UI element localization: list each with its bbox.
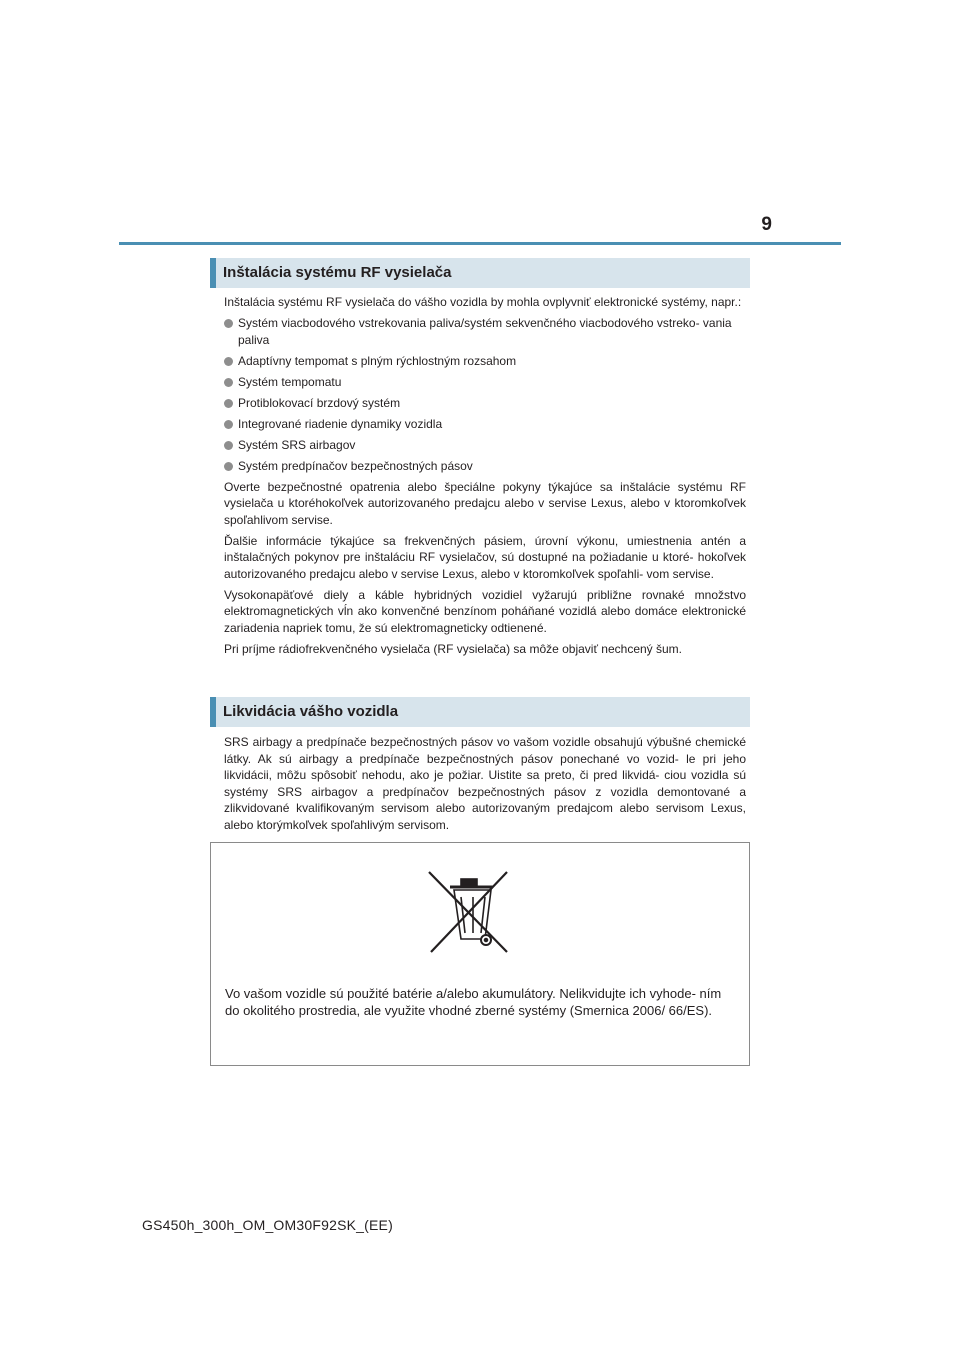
list-item: Integrované riadenie dynamiky vozidla	[224, 416, 746, 433]
list-item: Protiblokovací brzdový systém	[224, 395, 746, 412]
bullet-icon	[224, 357, 233, 366]
section-heading-vehicle-disposal: Likvidácia vášho vozidla	[210, 697, 750, 727]
list-item: Systém SRS airbagov	[224, 437, 746, 454]
affected-systems-list	[224, 315, 746, 474]
body-paragraph: Vysokonapäťové diely a káble hybridných vozidiel vyžarujú približne rovnaké množstvo elektromagnetických vĺn ako konvenčné benzínom poháňané vozidlá alebo domáce elektronické zariadenia napriek tomu, že sú elektromagneticky odtienené.	[224, 587, 746, 635]
bullet-icon	[224, 378, 233, 387]
section-body-rf-transmitter	[224, 294, 746, 662]
body-paragraph: Ďalšie informácie týkajúce sa frekvenčných pásiem, úrovní výkonu, umiestnenia antén a inštalačných pokynov pre inštaláciu RF vysielačov, sú dostupné na požiadanie u ktoré- hokoľvek autorizovaného predajcu alebo v servise Lexus, alebo v ktoromkoľvek spoľahli- vom servise.	[224, 533, 746, 581]
list-item: Adaptívny tempomat s plným rýchlostným rozsahom	[224, 353, 746, 370]
header-rule	[119, 242, 841, 245]
section-body-vehicle-disposal	[224, 734, 746, 838]
page-number: 9	[761, 214, 772, 235]
bullet-icon	[224, 399, 233, 408]
body-paragraph: Overte bezpečnostné opatrenia alebo špeciálne pokyny týkajúce sa inštalácie systému RF vysielača u ktoréhokoľvek autorizovaného predajcu alebo v servise Lexus, alebo v ktoromkoľvek spoľahlivom servise.	[224, 479, 746, 527]
bullet-icon	[224, 420, 233, 429]
bullet-icon	[224, 441, 233, 450]
battery-disposal-notice	[210, 842, 750, 1066]
list-item: Systém predpínačov bezpečnostných pásov	[224, 458, 746, 475]
body-paragraph: SRS airbagy a predpínače bezpečnostných pásov vo vašom vozidle obsahujú výbušné chemické látky. Ak sú airbagy a predpínače bezpečnostných pásov ponechané vo vozid- le pri jeho likvidácii, môžu spôsobiť nehodu, ako je požiar. Uistite sa preto, či pred likvidá- ciou vozidla sú systémy SRS airbagov a predpínačov bezpečnostných pásov z vozidla demontované a zlikvidované kvalifikovaným servisom alebo autorizovaným predajcom alebo servisom Lexus, alebo ktorýmkoľvek spoľahlivým servisom.	[224, 735, 746, 832]
list-item: Systém tempomatu	[224, 374, 746, 391]
notice-text: Vo vašom vozidle sú použité batérie a/alebo akumulátory. Nelikvidujte ich vyhode- ním do okolitého prostredia, ale využite vhodné zberné systémy (Smernica 2006/ 66/ES).	[225, 986, 722, 1018]
document-code: GS450h_300h_OM_OM30F92SK_(EE)	[142, 1217, 393, 1233]
list-item: Systém viacbodového vstrekovania paliva/systém sekvenčného viacbodového vstreko- vania paliva	[224, 315, 746, 348]
intro-paragraph: Inštalácia systému RF vysielača do vášho vozidla by mohla ovplyvniť elektronické systémy, napr.:	[224, 295, 742, 309]
bullet-icon	[224, 462, 233, 471]
bullet-icon	[224, 319, 233, 328]
crossed-out-wheelie-bin-icon	[427, 869, 521, 957]
section-heading-rf-transmitter: Inštalácia systému RF vysielača	[210, 258, 750, 288]
body-paragraph: Pri príjme rádiofrekvenčného vysielača (RF vysielača) sa môže objaviť nechcený šum.	[224, 641, 683, 656]
